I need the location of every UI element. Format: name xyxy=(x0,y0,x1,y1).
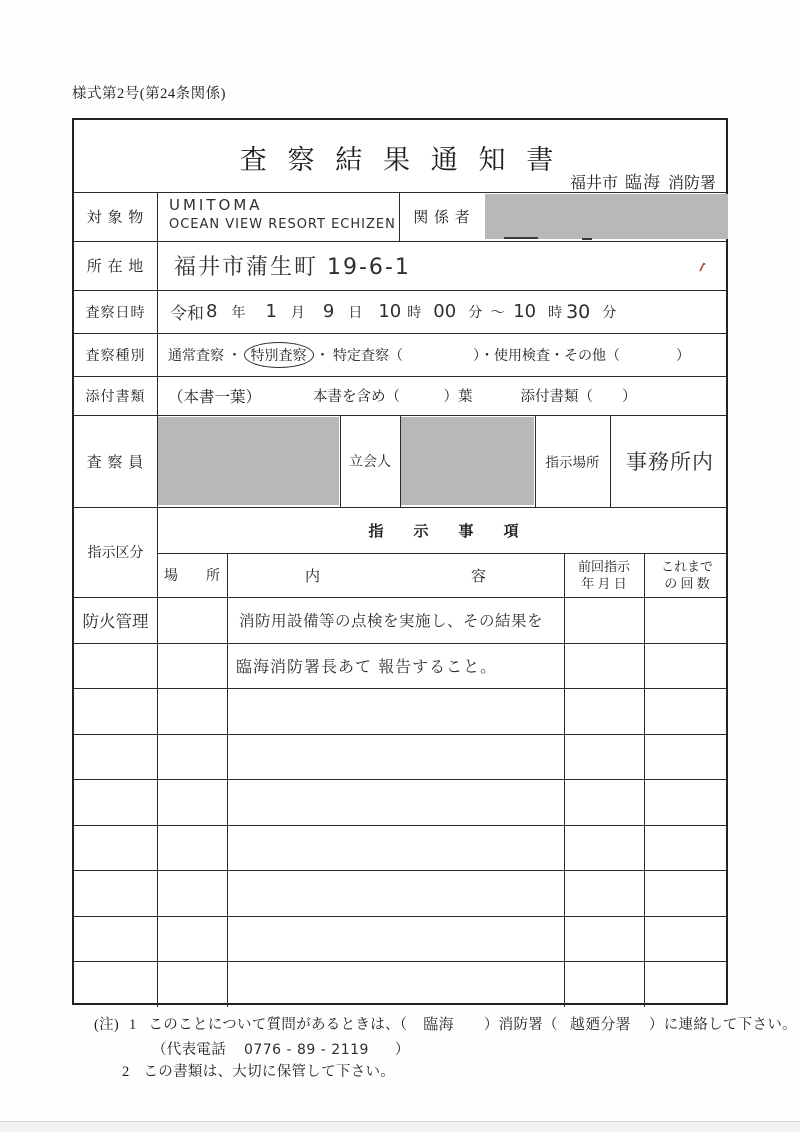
column-header-count-line2: の 回 数 xyxy=(664,576,710,591)
target-object-line2: OCEAN VIEW RESORT ECHIZEN xyxy=(169,217,396,232)
type-option-special-circled: 特別査察 xyxy=(244,342,314,368)
day-handwritten: 9 xyxy=(322,301,335,322)
issuer-station-handwritten: 臨海 xyxy=(624,173,661,193)
column-header-previous-line2: 年 月 日 xyxy=(581,576,627,591)
start-hour-handwritten: 10 xyxy=(378,301,402,322)
grid-line xyxy=(74,734,726,735)
witness-label: 立会人 xyxy=(349,455,391,470)
form-number: 様式第2号(第24条関係) xyxy=(72,86,226,102)
note-line-2 xyxy=(152,1038,410,1059)
note2-number: 2 xyxy=(122,1064,130,1080)
note1-pre: このことについて質問があるときは、（ xyxy=(148,1017,408,1033)
instruction-items-header: 指 示 事 項 xyxy=(368,523,519,540)
datetime-label: 査察日時 xyxy=(85,305,146,321)
attachment-including: 本書を含め（ ）葉 xyxy=(313,389,473,405)
grid-line xyxy=(74,961,726,962)
note-line-3 xyxy=(122,1060,395,1081)
location-value: 福井市蒲生町 19-6-1 xyxy=(174,255,411,280)
note1-mid: ）消防署（ xyxy=(483,1017,558,1033)
attachment-documents: 添付書類（ ） xyxy=(520,389,637,405)
note1-post: ）に連絡して下さい。 xyxy=(648,1017,797,1033)
witness-redaction xyxy=(401,417,534,505)
note1-number: 1 xyxy=(129,1017,137,1033)
start-minute-handwritten: 00 xyxy=(433,301,457,322)
inspection-type-value xyxy=(168,333,690,376)
era-handwritten: 令和 xyxy=(170,304,204,324)
instruction-row1-category: 防火管理 xyxy=(82,612,149,631)
inspector-redaction xyxy=(158,417,339,505)
grid-line xyxy=(564,553,565,1007)
column-header-content-left: 内 xyxy=(305,568,321,585)
grid-line xyxy=(74,779,726,780)
document-title: 査 察 結 果 通 知 書 xyxy=(239,145,561,175)
inspection-form-table xyxy=(72,118,728,1005)
target-object-value xyxy=(169,196,397,238)
instruction-row1-content: 消防用設備等の点検を実施し、その結果を xyxy=(239,612,544,630)
note2-text: この書類は、大切に保管して下さい。 xyxy=(143,1064,396,1080)
start-minute-unit: 分 xyxy=(468,305,483,321)
note-marker: (注) xyxy=(94,1017,120,1033)
end-minute-handwritten: 30 xyxy=(566,300,591,323)
column-header-count-line1: これまで xyxy=(660,559,713,574)
start-hour-unit: 時 xyxy=(407,305,422,321)
column-header-previous-instruction xyxy=(564,553,644,597)
note1b-phone-handwritten: 0776 - 89 - 2119 xyxy=(243,1042,369,1058)
type-option-normal: 通常査察 ・ xyxy=(168,348,242,364)
grid-line xyxy=(157,192,158,1007)
instruction-place-label: 指示場所 xyxy=(545,455,600,470)
note1-branch-handwritten: 越廼分署 xyxy=(569,1015,631,1033)
note1-station-handwritten: 臨海 xyxy=(423,1015,454,1033)
issuer-suffix: 消防署 xyxy=(667,175,716,192)
related-party-redaction xyxy=(485,194,728,239)
scan-edge-shadow xyxy=(0,1121,800,1132)
inspection-type-label: 査察種別 xyxy=(85,348,146,364)
note1b-post: ） xyxy=(394,1042,410,1058)
red-pen-mark xyxy=(697,261,706,273)
scan-artifact-dash xyxy=(582,238,592,240)
column-header-previous-line1: 前回指示 xyxy=(577,559,630,574)
column-header-content-right: 容 xyxy=(470,568,486,585)
datetime-value xyxy=(170,290,715,333)
issuing-station xyxy=(570,168,716,193)
target-object-line1: UMITOMA xyxy=(169,196,263,214)
issuer-prefix: 福井市 xyxy=(569,175,618,192)
grid-line xyxy=(74,870,726,871)
month-handwritten: 1 xyxy=(265,301,277,322)
day-unit: 日 xyxy=(348,305,363,321)
grid-line xyxy=(74,825,726,826)
inspector-label: 査 察 員 xyxy=(86,454,145,471)
year-handwritten: 8 xyxy=(206,301,218,322)
grid-line xyxy=(74,688,726,689)
related-party-label: 関 係 者 xyxy=(413,210,471,226)
instruction-category-label: 指示区分 xyxy=(87,546,144,561)
note1b-pre: （代表電話 xyxy=(152,1042,226,1058)
type-options-rest: ・ 特定査察（ ）・使用検査・その他（ ） xyxy=(315,348,690,364)
scan-artifact-dash xyxy=(504,237,538,239)
column-header-count xyxy=(644,553,730,597)
time-range-tilde: ～ xyxy=(490,305,506,321)
column-header-content xyxy=(227,553,564,597)
instruction-place-value: 事務所内 xyxy=(626,450,714,474)
attachment-this-sheet: （本書一葉） xyxy=(168,388,262,406)
location-label: 所 在 地 xyxy=(86,259,145,275)
year-unit: 年 xyxy=(231,305,246,321)
grid-line xyxy=(74,916,726,917)
end-minute-unit: 分 xyxy=(602,305,617,321)
end-hour-handwritten: 10 xyxy=(513,301,537,322)
target-object-label: 対 象 物 xyxy=(86,210,145,226)
month-unit: 月 xyxy=(290,305,305,321)
grid-line xyxy=(227,553,228,1007)
attachments-label: 添付書類 xyxy=(85,389,146,405)
instruction-row2-content: 臨海消防署長あて 報告すること。 xyxy=(236,657,498,676)
grid-line xyxy=(644,553,645,1007)
note-line-1 xyxy=(94,1013,797,1034)
column-header-place: 場 所 xyxy=(164,569,220,584)
end-hour-unit: 時 xyxy=(548,305,563,321)
attachments-value xyxy=(168,376,637,415)
